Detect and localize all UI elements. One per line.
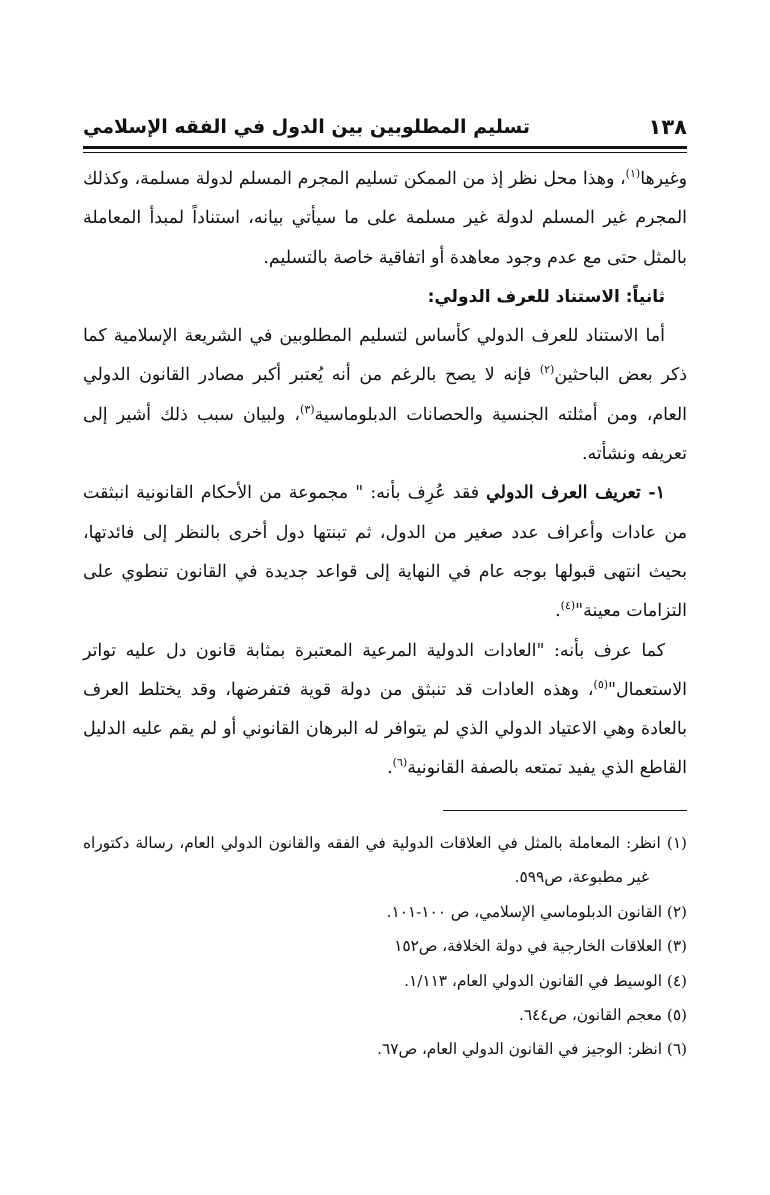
footnote-5: (٥) معجم القانون، ص٦٤٤. — [518, 1006, 687, 1025]
footnotes — [83, 826, 687, 1067]
paragraph-1-text-a: وغيرها — [640, 169, 687, 189]
page-number: ١٣٨ — [648, 115, 687, 139]
footnote-ref-3: (٣) — [300, 402, 315, 416]
footnote-ref-1: (١) — [625, 167, 641, 181]
paragraph-3-end: . — [555, 601, 561, 622]
header-rule-thin — [83, 152, 687, 153]
page-header — [83, 112, 687, 146]
footnote-ref-2: (٢) — [539, 363, 555, 377]
footnote-3: (٣) العلاقات الخارجية في دولة الخلافة، ص١٥٢ — [394, 937, 687, 956]
paragraph-1-text-b: ، وهذا محل نظر إذ من الممكن تسليم المجرم المسلم لدولة مسلمة، وكذلك المجرم غير المسلم لدولة غير مسلمة على ما سيأتي بيانه، استناداً لمبدأ المعاملة بالمثل حتى مع عدم وجود معاهدة أو اتفاقية خاصة بالتسليم. — [83, 169, 687, 268]
footnote-4: (٤) الوسيط في القانون الدولي العام، ١/١١٣. — [404, 971, 687, 990]
footnote-ref-6: (٦) — [392, 756, 408, 770]
paragraph-2-text-b: فإنه لا يصح بالرغم من أنه يُعتبر أكبر مصادر القانون الدولي العام، ومن أمثلته الجنسية والحصانات الدبلوماسية — [83, 365, 687, 425]
footnote-ref-5: (٥) — [593, 678, 609, 692]
paragraph-4-end: . — [387, 758, 393, 779]
paragraph-2 — [83, 317, 687, 474]
paragraph-4-text-b: ، وهذه العادات قد تنبثق من دولة قوية فتفرضها، وقد يختلط العرف بالعادة وهي الاعتياد الدولي الذي لم يتوافر له البرهان القانوني أو لم يقم عليه الدليل القاطع الذي يفيد تمتعه بالصفة القانونية — [83, 679, 687, 779]
header-rule-thick — [83, 146, 687, 149]
paragraph-2-text-c: ، ولبيان سبب ذلك أشير إلى تعريفه ونشأته. — [83, 404, 687, 465]
paragraph-2-text-a: أما الاستناد للعرف الدولي كأساس لتسليم المطلوبين في الشريعة الإسلامية كما ذكر بعض الباحثين — [83, 326, 687, 386]
main-text — [83, 160, 687, 789]
footnote-6: (٦) انظر: الوجيز في القانون الدولي العام، ص٦٧. — [377, 1040, 687, 1059]
footnote-separator — [443, 810, 687, 811]
paragraph-3 — [83, 474, 687, 631]
section-subheading: ثانياً: الاستناد للعرف الدولي: — [427, 286, 665, 307]
footnote-2: (٢) القانون الدبلوماسي الإسلامي، ص ١٠٠-١٠١. — [386, 902, 687, 921]
running-title: تسليم المطلوبين بين الدول في الفقه الإسلامي — [83, 116, 530, 138]
footnote-1: (١) انظر: المعاملة بالمثل في العلاقات الدولية في الفقه والقانون الدولي العام، رسالة دكتوراه غير مطبوعة، ص٥٩٩. — [83, 834, 687, 887]
paragraph-1 — [83, 160, 687, 278]
footnote-ref-4: (٤) — [560, 599, 576, 613]
paragraph-3-text: فقد عُرِف بأنه: " مجموعة من الأحكام القانونية انبثقت من عادات وأعراف عدد صغير من الدول، ثم تبنتها دول أخرى بالنظر إلى فائدتها، بحيث انتهى قبولها بوجه عام في النهاية إلى قواعد جديدة في القانون تنطوي على التزامات معينة" — [83, 483, 687, 622]
paragraph-4 — [83, 632, 687, 789]
paragraph-4-text-a: كما عرف بأنه: "العادات الدولية المرعية المعتبرة بمثابة قانون دل عليه تواتر الاستعمال" — [83, 640, 687, 700]
definition-lead: ١- تعريف العرف الدولي — [486, 483, 665, 504]
